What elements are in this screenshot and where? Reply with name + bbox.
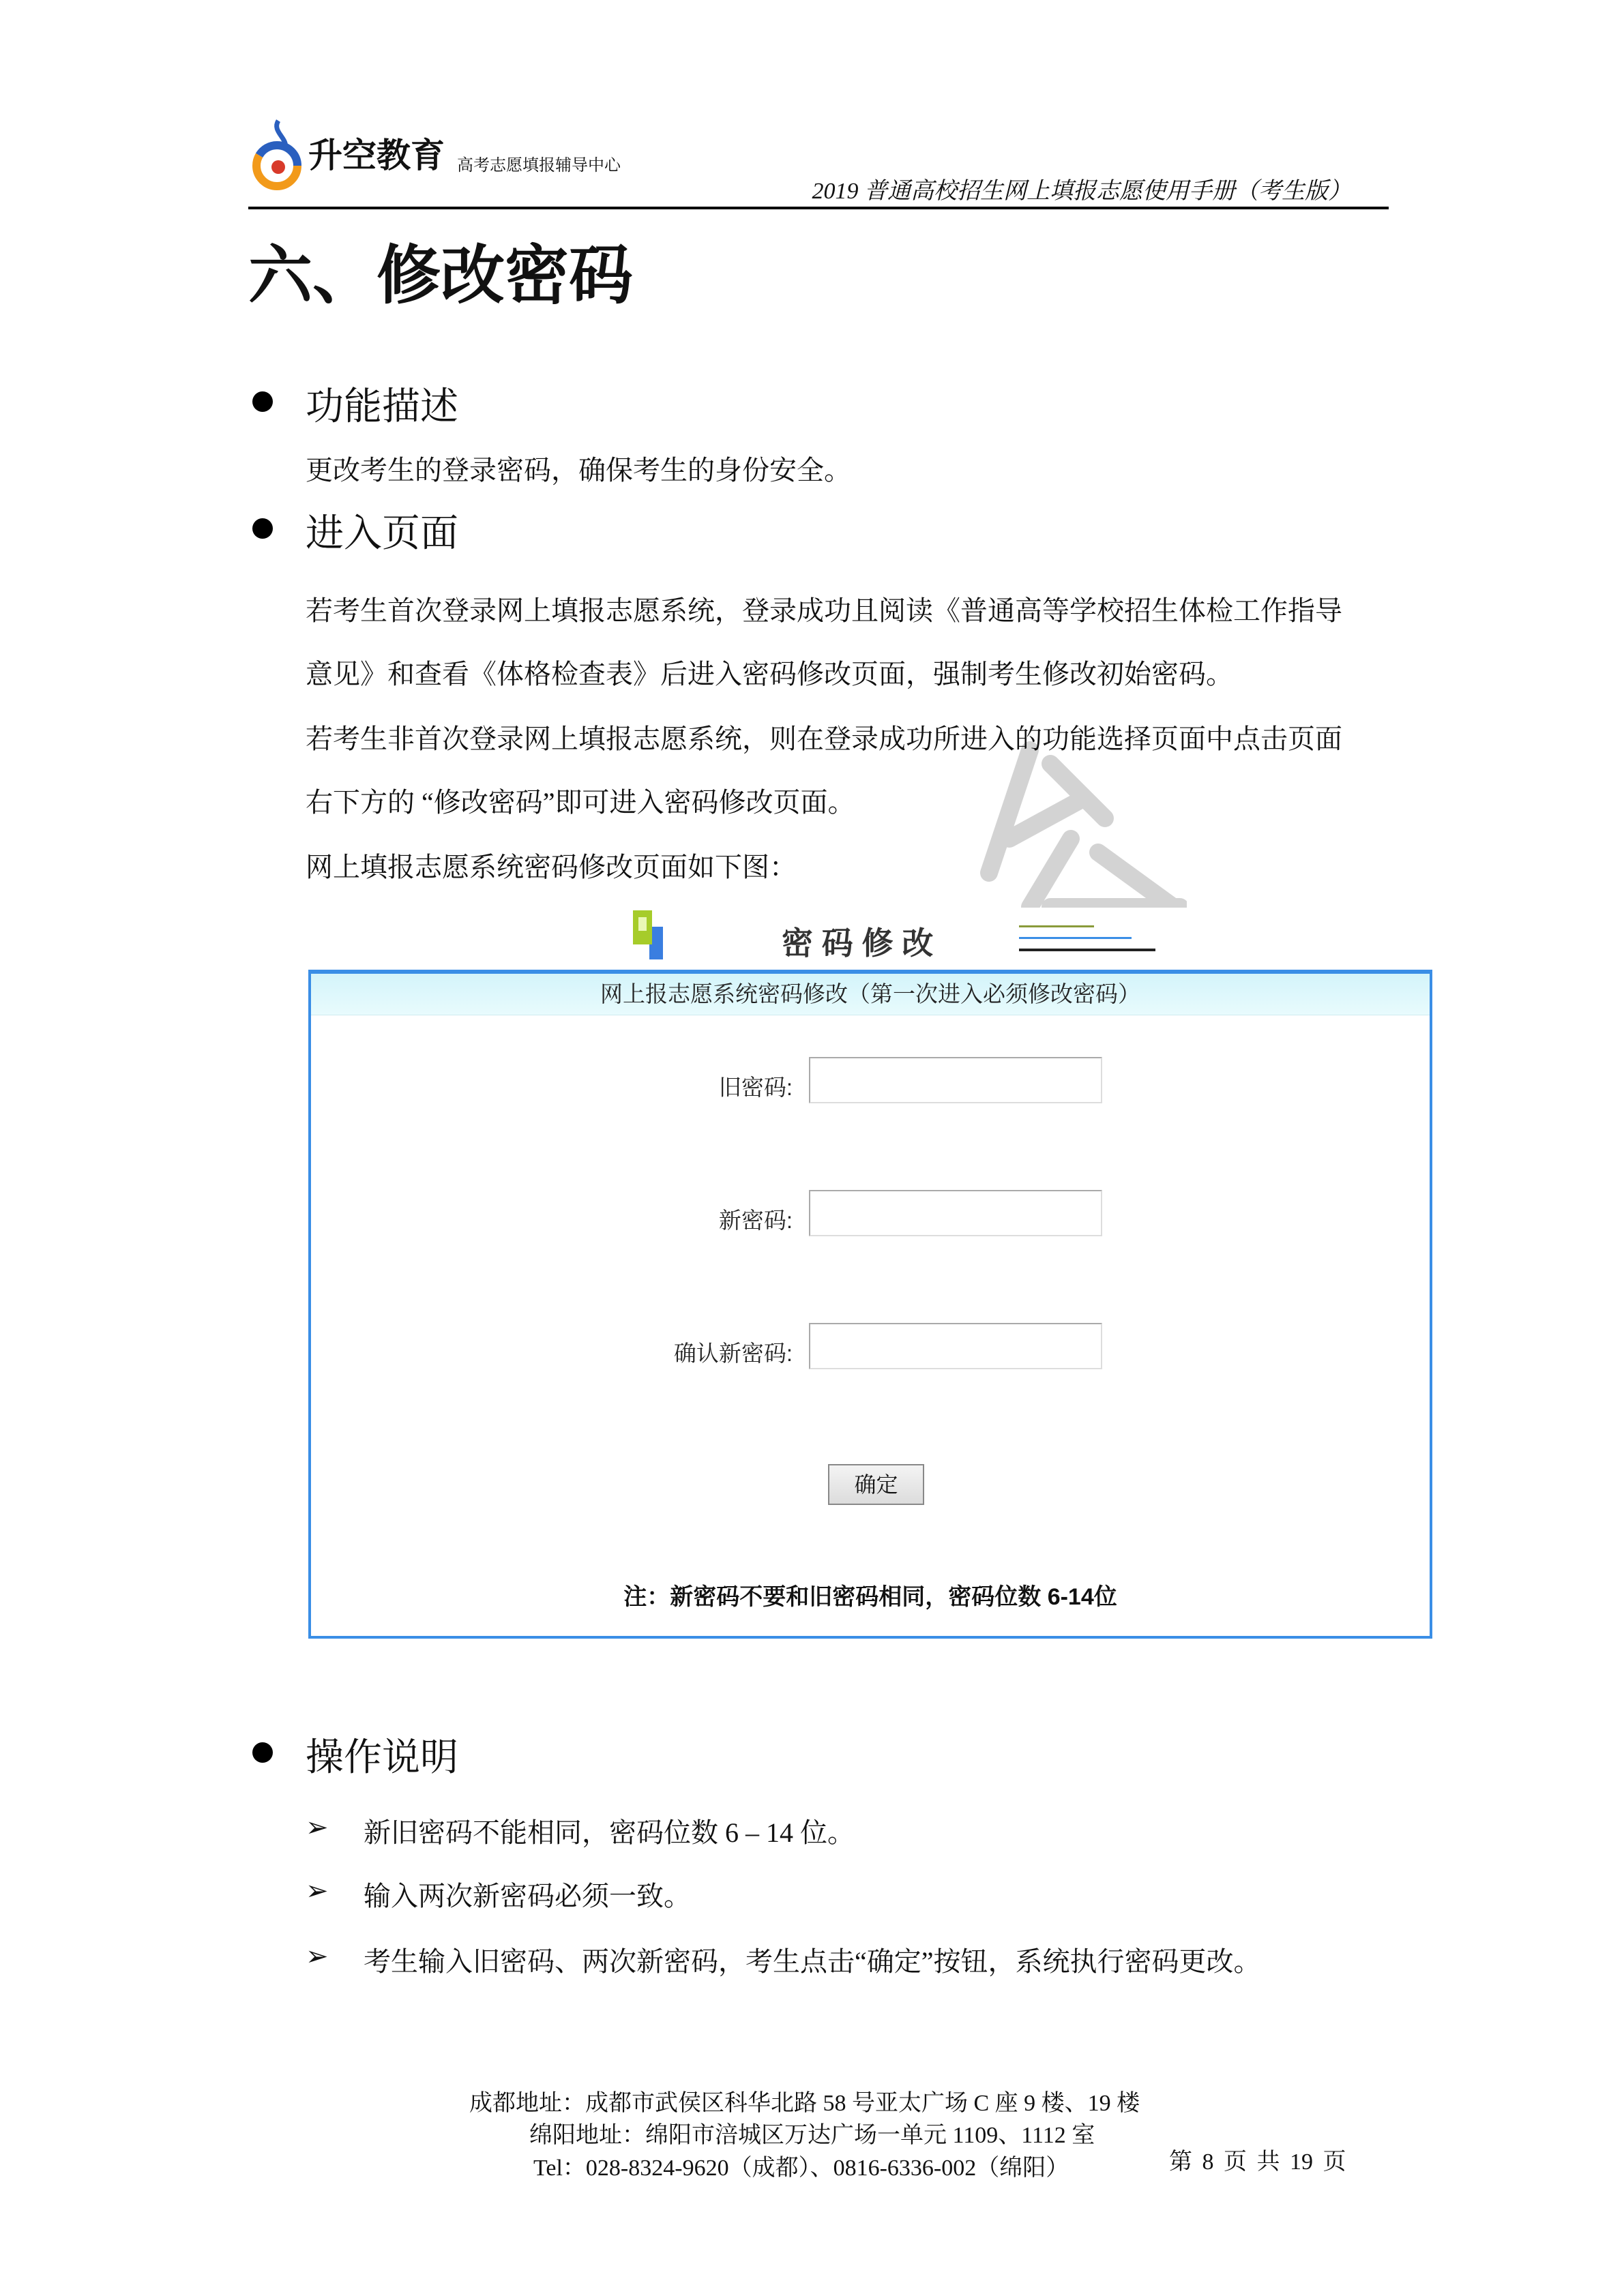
document-title: 2019 普通高校招生网上填报志愿使用手册（考生版） xyxy=(812,179,1351,204)
watermark-icon xyxy=(948,736,1187,917)
old-password-label: 旧密码: xyxy=(718,1075,793,1100)
new-password-label: 新密码: xyxy=(718,1208,793,1233)
banner-logo-icon xyxy=(630,910,685,968)
bullet-icon xyxy=(252,391,273,412)
arrow-bullet-icon: ➢ xyxy=(306,1875,329,1906)
list-item: 输入两次新密码必须一致。 xyxy=(364,1881,691,1911)
paragraph: 若考生非首次登录网上填报志愿系统，则在登录成功所进入的功能选择页面中点击页面 xyxy=(306,724,1342,754)
list-item: 考生输入旧密码、两次新密码，考生点击“确定”按钮，系统执行密码更改。 xyxy=(364,1946,1261,1977)
paragraph: 网上填报志愿系统密码修改页面如下图： xyxy=(306,852,797,882)
heading-function-description: 功能描述 xyxy=(306,385,458,428)
password-note: 注：新密码不要和旧密码相同，密码位数 6-14位 xyxy=(623,1584,1117,1610)
section-title: 六、修改密码 xyxy=(248,239,634,311)
old-password-input[interactable] xyxy=(809,1057,1102,1103)
footer-chengdu-address: 成都地址：成都市武侯区科华北路 58 号亚太广场 C 座 9 楼、19 楼 xyxy=(469,2091,1140,2116)
paragraph: 右下方的 “修改密码”即可进入密码修改页面。 xyxy=(306,787,855,818)
confirm-password-label: 确认新密码: xyxy=(673,1341,793,1366)
heading-operation-notes: 操作说明 xyxy=(306,1735,458,1778)
confirm-password-input[interactable] xyxy=(809,1323,1102,1369)
banner-title: 密 码 修 改 xyxy=(782,925,934,961)
brand-name: 升空教育 xyxy=(308,136,445,175)
bullet-icon xyxy=(252,1742,273,1763)
paragraph: 意见》和查看《体格检查表》后进入密码修改页面，强制考生修改初始密码。 xyxy=(306,659,1233,689)
logo-icon xyxy=(251,118,306,192)
panel-title: 网上报志愿系统密码修改（第一次进入必须修改密码） xyxy=(311,974,1430,1015)
list-item: 新旧密码不能相同，密码位数 6 – 14 位。 xyxy=(364,1817,855,1848)
new-password-input[interactable] xyxy=(809,1190,1102,1236)
arrow-bullet-icon: ➢ xyxy=(306,1812,329,1843)
heading-enter-page: 进入页面 xyxy=(306,511,458,554)
footer-telephone: Tel：028-8324-9620（成都）、0816-6336-002（绵阳） xyxy=(533,2156,1069,2181)
footer-mianyang-address: 绵阳地址：绵阳市涪城区万达广场一单元 1109、1112 室 xyxy=(529,2123,1095,2148)
header-divider xyxy=(248,207,1389,209)
confirm-button[interactable]: 确定 xyxy=(828,1464,924,1505)
page-number: 第 8 页 共 19 页 xyxy=(1169,2149,1346,2175)
bullet-icon xyxy=(252,518,273,539)
password-form-panel xyxy=(308,970,1432,1639)
brand-subtitle: 高考志愿填报辅导中心 xyxy=(457,156,621,175)
banner-lines-icon xyxy=(1019,925,1155,951)
arrow-bullet-icon: ➢ xyxy=(306,1941,329,1971)
paragraph: 若考生首次登录网上填报志愿系统，登录成功且阅读《普通高等学校招生体检工作指导 xyxy=(306,595,1342,626)
paragraph: 更改考生的登录密码，确保考生的身份安全。 xyxy=(306,455,851,486)
